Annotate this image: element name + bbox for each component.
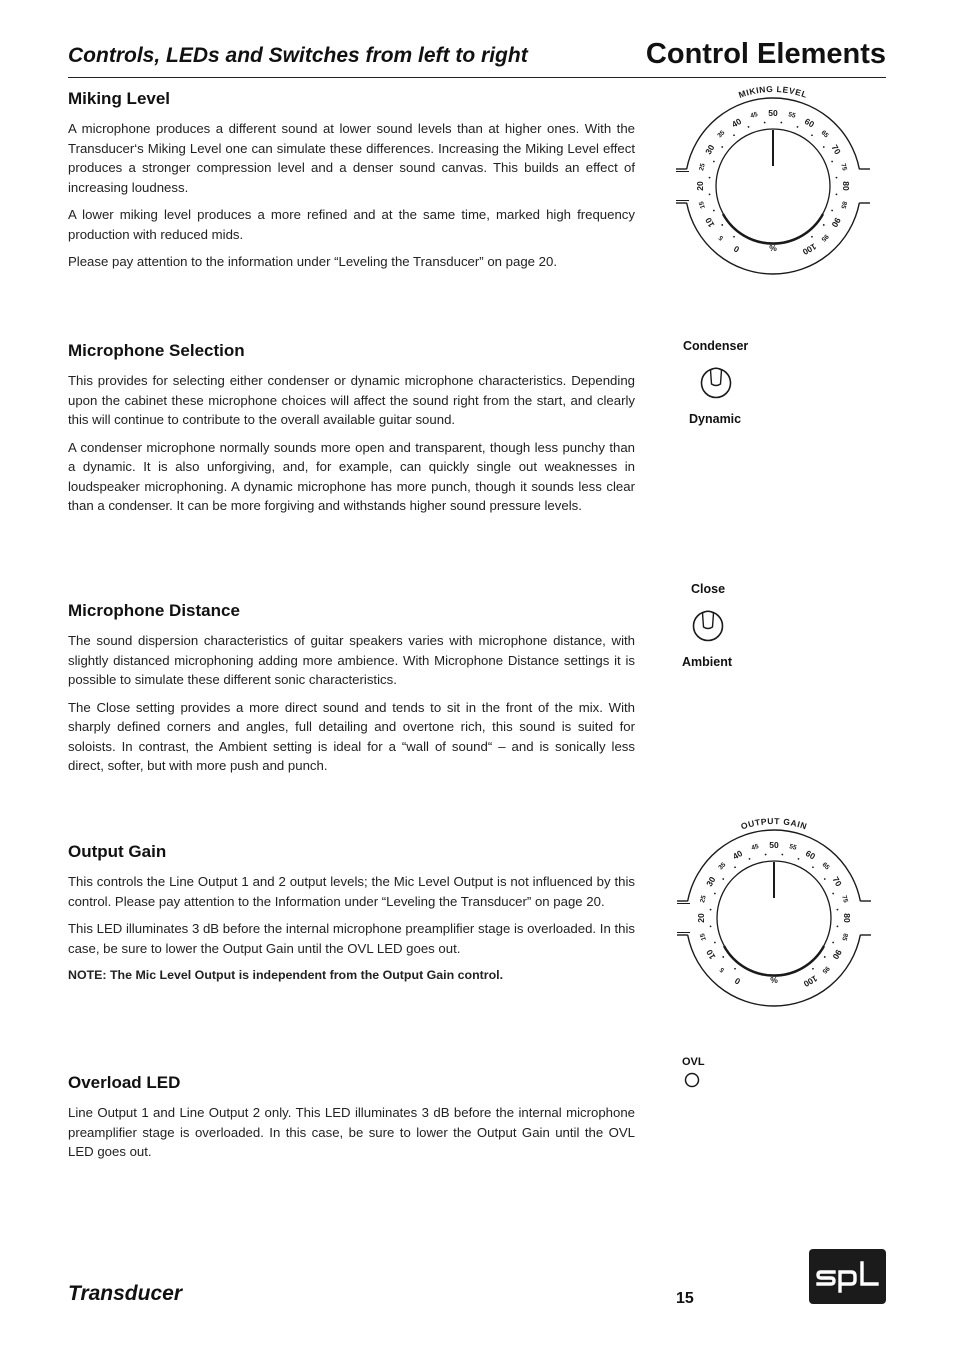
scale-dot <box>836 177 838 179</box>
scale-dot <box>710 909 712 911</box>
scale-label: 70 <box>829 142 843 157</box>
paragraph: A condenser microphone normally sounds more open and transparent, though less punchy than a dynamic. It is also unforgiving, and, for example, can quickly single out weaknesses in loudspeaker microphoning. A dynamic microphone has more punch, though it sounds less clear than a condenser. It can be more forgiving and withstands higher sound pressure levels. <box>68 439 635 513</box>
scale-label: 70 <box>830 874 844 889</box>
scale-dot <box>721 224 723 226</box>
scale-label: 90 <box>829 215 843 230</box>
section-output-gain <box>68 842 635 994</box>
paragraph: Please pay attention to the information under “Leveling the Transducer” on page 20. <box>68 254 557 269</box>
scale-label: 40 <box>730 848 745 862</box>
section-overload-led <box>68 1073 635 1170</box>
scale-label: 15 <box>698 200 707 210</box>
scale-dot <box>837 909 839 911</box>
scale-label: 20 <box>696 913 706 923</box>
scale-label: 95 <box>820 964 831 975</box>
section-miking-level <box>68 89 635 280</box>
scale-label: 30 <box>704 874 718 889</box>
scale-dot <box>733 134 735 136</box>
scale-dot <box>748 126 750 128</box>
scale-label: 85 <box>840 932 849 942</box>
scale-dot <box>837 925 839 927</box>
scale-dot <box>714 893 716 895</box>
scale-dot <box>824 956 826 958</box>
scale-label: 15 <box>699 932 708 942</box>
page-number: 15 <box>676 1290 694 1307</box>
scale-label: 100 <box>801 973 820 990</box>
scale-label: 60 <box>803 848 818 862</box>
scale-label: 5 <box>717 233 726 242</box>
scale-label: 35 <box>716 129 727 140</box>
scale-dot <box>764 122 766 124</box>
scale-dot <box>765 854 767 856</box>
scale-dot <box>811 134 813 136</box>
scale-dot <box>832 942 834 944</box>
paragraph: A microphone produces a different sound at lower sound levels than at higher ones. With the Transducer‘s Miking Level one can simulate these differences. Increasing the Miking Level effect produces a stronger compression level and a denser sound canvas. This builds an effect of increasing loudness. <box>68 121 635 195</box>
dynamic-label: Dynamic <box>689 412 742 426</box>
scale-dot <box>713 210 715 212</box>
product-name: Transducer <box>68 1282 182 1305</box>
paragraph: This LED illuminates 3 dB before the internal microphone preamplifier stage is overloaded. In this case, be sure to lower the Output Gain until the OVL LED goes out. <box>68 921 635 956</box>
scale-dot <box>798 858 800 860</box>
scale-dot <box>714 942 716 944</box>
section-heading: Microphone Selection <box>68 341 245 360</box>
scale-label: 40 <box>729 116 744 130</box>
spl-logo <box>809 1249 886 1304</box>
scale-dot <box>836 193 838 195</box>
scale-label: 0 <box>732 975 743 987</box>
scale-label: 85 <box>839 200 848 210</box>
ambient-label: Ambient <box>682 655 732 669</box>
scale-dot <box>734 968 736 970</box>
scale-dot <box>733 236 735 238</box>
output-gain-knob[interactable] <box>676 816 872 1016</box>
scale-label: 45 <box>750 843 760 852</box>
scale-label: 90 <box>830 947 844 962</box>
knob-label: MIKING LEVEL <box>737 84 809 100</box>
close-label: Close <box>691 582 726 596</box>
scale-dot <box>812 866 814 868</box>
scale-label: 25 <box>698 162 707 172</box>
scale-label: 25 <box>699 894 708 904</box>
mic-selection-switch[interactable] <box>699 365 733 401</box>
scale-dot <box>713 161 715 163</box>
scale-label: 5 <box>718 965 727 974</box>
scale-dot <box>721 146 723 148</box>
scale-dot <box>722 878 724 880</box>
scale-label: 20 <box>695 181 705 191</box>
scale-dot <box>812 968 814 970</box>
paragraph: The sound dispersion characteristics of guitar speakers varies with microphone distance, with slightly distanced microphoning adding more ambience. With Microphone Distance settings it is possible to simulate these different sonic characteristics. <box>68 633 635 687</box>
scale-dot <box>749 858 751 860</box>
note: NOTE: The Mic Level Output is independent from the Output Gain control. <box>68 968 504 982</box>
mic-distance-switch[interactable] <box>691 608 725 644</box>
scale-dot <box>823 146 825 148</box>
scale-dot <box>823 224 825 226</box>
section-heading: Microphone Distance <box>68 601 240 620</box>
scale-label: 95 <box>819 232 830 243</box>
scale-label: 65 <box>820 861 831 872</box>
paragraph: The Close setting provides a more direct sound and tends to sit in the front of the mix. With sharply defined corners and angles, full detailing and overtone rich, this sound is suited for soloists. In contrast, the Ambient setting is ideal for a “wall of sound“ – and is sonically less direct, softer, but with more push and punch. <box>68 699 635 773</box>
section-heading: Overload LED <box>68 1073 181 1092</box>
section-mic-distance <box>68 601 635 784</box>
scale-label: 100 <box>800 241 819 258</box>
scale-dot <box>832 893 834 895</box>
switch-lever <box>711 368 722 385</box>
scale-label: 75 <box>840 894 849 904</box>
miking-level-knob[interactable] <box>672 84 872 284</box>
scale-label: 80 <box>842 913 852 923</box>
unit-label: % <box>769 243 777 253</box>
scale-dot <box>709 193 711 195</box>
scale-label: 10 <box>704 947 718 962</box>
section-heading: Miking Level <box>68 89 171 108</box>
scale-dot <box>831 210 833 212</box>
scale-dot <box>780 122 782 124</box>
scale-label: 35 <box>717 861 728 872</box>
scale-label: 55 <box>788 843 798 852</box>
scale-dot <box>831 161 833 163</box>
header-rule <box>68 77 886 78</box>
scale-dot <box>734 866 736 868</box>
condenser-label: Condenser <box>683 339 749 353</box>
scale-dot <box>722 956 724 958</box>
scale-label: 30 <box>703 142 717 157</box>
scale-dot <box>797 126 799 128</box>
scale-dot <box>710 925 712 927</box>
scale-label: 50 <box>769 840 779 850</box>
paragraph: This controls the Line Output 1 and 2 output levels; the Mic Level Output is not influenced by this control. Please pay attention to the Information under “Leveling the Transducer” on page 20. <box>68 874 635 909</box>
section-subtitle: Controls, LEDs and Switches from left to right <box>68 44 528 67</box>
ovl-led <box>683 1071 701 1089</box>
scale-label: 65 <box>819 129 830 140</box>
scale-label: 10 <box>703 215 717 230</box>
scale-label: 0 <box>731 243 742 255</box>
section-heading: Output Gain <box>68 842 167 861</box>
scale-dot <box>709 177 711 179</box>
unit-label: % <box>770 975 778 985</box>
scale-dot <box>824 878 826 880</box>
scale-label: 75 <box>839 162 848 172</box>
paragraph: This provides for selecting either condenser or dynamic microphone characteristics. Depending upon the cabinet these microphone choices will affect the sound right from the start, and clearly this will continue to contribute to the overall available guitar sound. <box>68 373 635 427</box>
scale-label: 80 <box>841 181 851 191</box>
ovl-label: OVL <box>682 1056 705 1068</box>
paragraph: A lower miking level produces a more refined and at the same time, marked high frequency production with reduced mids. <box>68 207 635 242</box>
section-mic-selection <box>68 341 635 524</box>
scale-dot <box>811 236 813 238</box>
knob-label: OUTPUT GAIN <box>739 816 809 832</box>
switch-lever <box>703 611 714 628</box>
scale-label: 50 <box>768 108 778 118</box>
spl-logo-mark <box>809 1249 886 1304</box>
scale-label: 55 <box>787 111 797 120</box>
page-title: Control Elements <box>645 38 886 70</box>
scale-label: 60 <box>802 116 817 130</box>
scale-label: 45 <box>749 111 759 120</box>
paragraph: Line Output 1 and Line Output 2 only. This LED illuminates 3 dB before the internal microphone preamplifier stage is overloaded. In this case, be sure to lower the Output Gain until the OVL LED goes out. <box>68 1105 635 1159</box>
scale-dot <box>781 854 783 856</box>
